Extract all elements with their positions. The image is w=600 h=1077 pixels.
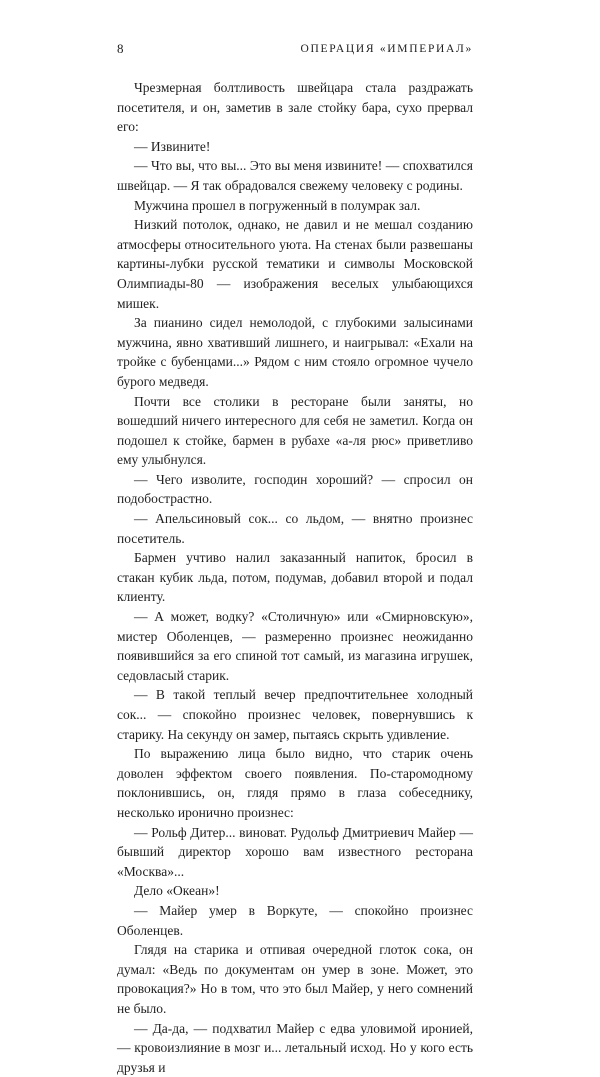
- paragraph: — Рольф Дитер... виноват. Рудольф Дмитриевич Майер — бывший директор хорошо вам известного ресторана «Москва»...: [117, 823, 473, 882]
- paragraph: — В такой теплый вечер предпочтительнее холодный сок... — спокойно произнес человек, повернувшись к старику. На секунду он замер, пытаясь скрыть удивление.: [117, 685, 473, 744]
- paragraph: — Майер умер в Воркуте, — спокойно произнес Оболенцев.: [117, 901, 473, 940]
- paragraph: Мужчина прошел в погруженный в полумрак зал.: [117, 196, 473, 216]
- paragraph: Почти все столики в ресторане были заняты, но вошедший ничего интересного для себя не заметил. Когда он подошел к стойке, бармен в рубахе «а-ля рюс» приветливо ему улыбнулся.: [117, 392, 473, 470]
- paragraph: — Что вы, что вы... Это вы меня извините! — спохватился швейцар. — Я так обрадовался свежему человеку с родины.: [117, 156, 473, 195]
- book-title: ОПЕРАЦИЯ «ИМПЕРИАЛ»: [301, 41, 473, 57]
- paragraph: — Извините!: [117, 137, 473, 157]
- paragraph: Низкий потолок, однако, не давил и не мешал созданию атмосферы относительного уюта. На стенах были развешаны картины-лубки русской тематики и символы Московской Олимпиады-80 — изображения веселых улыбающихся мишек.: [117, 215, 473, 313]
- page-number: 8: [117, 41, 124, 57]
- paragraph: — Чего изволите, господин хороший? — спросил он подобострастно.: [117, 470, 473, 509]
- paragraph: — А может, водку? «Столичную» или «Смирновскую», мистер Оболенцев, — размеренно произнес неожиданно появившийся за его спиной тот самый, из магазина игрушек, седовласый старик.: [117, 607, 473, 685]
- body-text: [117, 78, 473, 1077]
- paragraph: Глядя на старика и отпивая очередной глоток сока, он думал: «Ведь по документам он умер в зоне. Может, это провокация?» Но в том, что это был Майер, у него сомнений не было.: [117, 940, 473, 1018]
- paragraph: — Апельсиновый сок... со льдом, — внятно произнес посетитель.: [117, 509, 473, 548]
- paragraph: Дело «Океан»!: [117, 881, 473, 901]
- paragraph: Чрезмерная болтливость швейцара стала раздражать посетителя, и он, заметив в зале стойку бара, сухо прервал его:: [117, 78, 473, 137]
- paragraph: — Да-да, — подхватил Майер с едва уловимой иронией, — кровоизлияние в мозг и... летальный исход. Но у кого есть друзья и: [117, 1019, 473, 1077]
- paragraph: Бармен учтиво налил заказанный напиток, бросил в стакан кубик льда, потом, подумав, добавил второй и подал клиенту.: [117, 548, 473, 607]
- paragraph: По выражению лица было видно, что старик очень доволен эффектом своего появления. По-старомодному поклонившись, он, глядя прямо в глаза собеседнику, несколько иронично произнес:: [117, 744, 473, 822]
- paragraph: За пианино сидел немолодой, с глубокими залысинами мужчина, явно хвативший лишнего, и наигрывал: «Ехали на тройке с бубенцами...» Рядом с ним стояло огромное чучело бурого медведя.: [117, 313, 473, 391]
